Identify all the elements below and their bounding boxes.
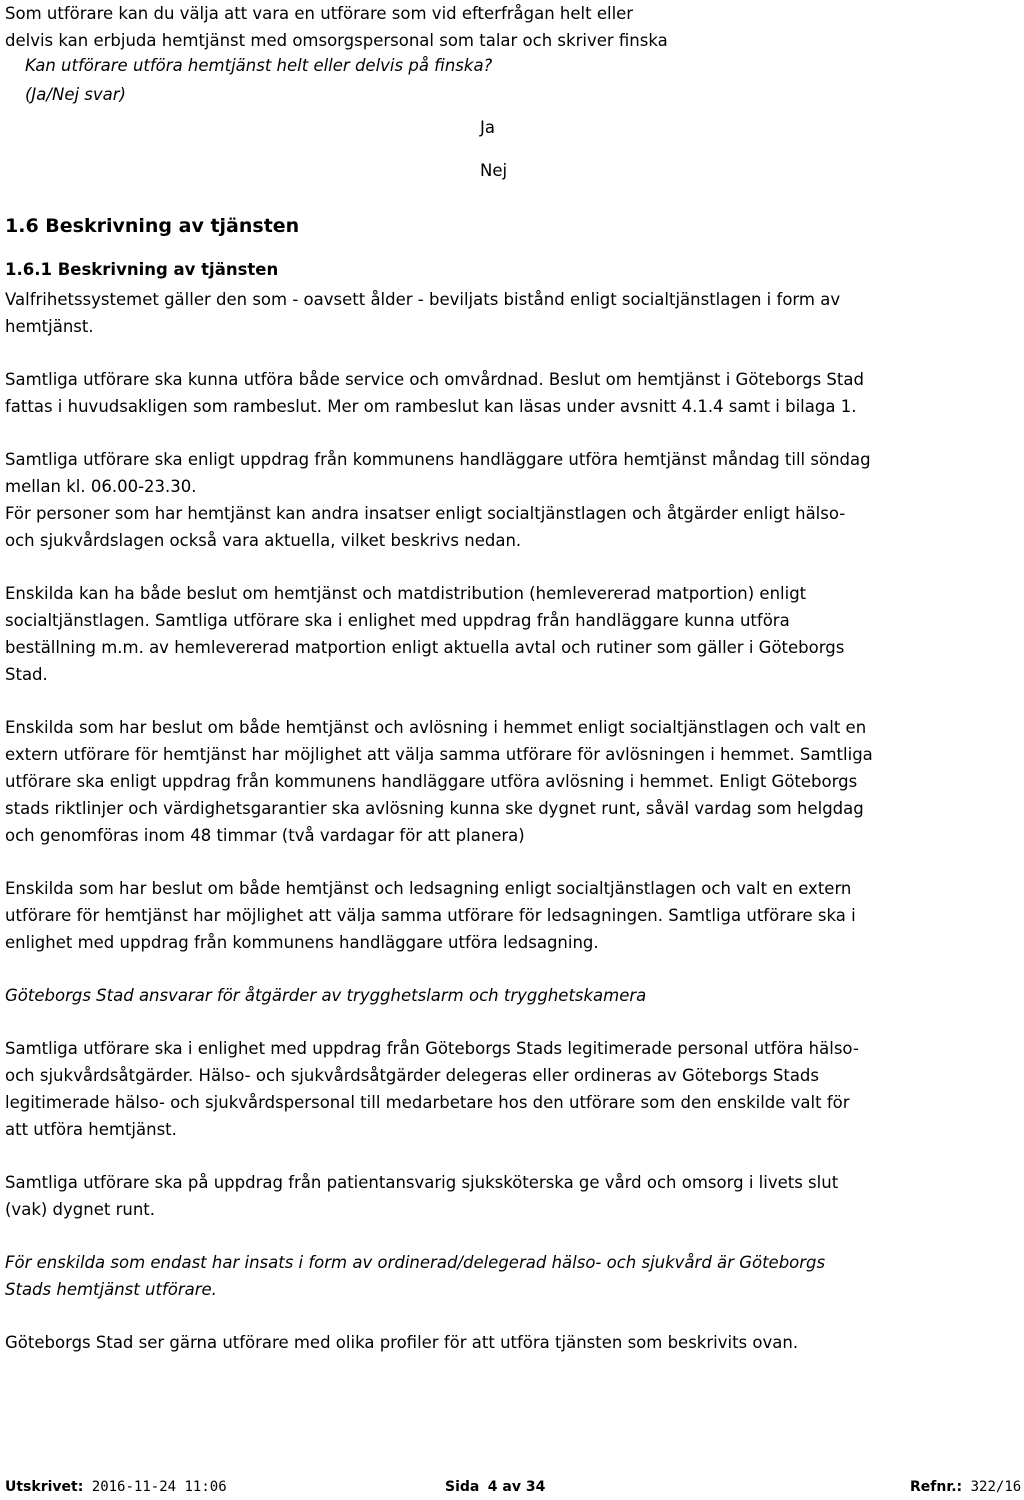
body-text (5, 286, 875, 1356)
section-heading: 1.6 Beskrivning av tjänsten (5, 215, 300, 237)
page-number (445, 1478, 545, 1496)
question-line-2: (Ja/Nej svar) (25, 85, 126, 104)
paragraph: Samtliga utförare ska enligt uppdrag från kommunens handläggare utföra hemtjänst måndag till söndag mellan kl. 06.00-23.30. (5, 450, 871, 496)
printed-label: Utskrivet: (5, 1479, 84, 1495)
paragraph: Samtliga utförare ska kunna utföra både service och omvårdnad. Beslut om hemtjänst i Göteborgs Stad fattas i huvudsakligen som rambeslut. Mer om rambeslut kan läsas under avsnitt 4.1.4 samt i bilaga 1. (5, 370, 864, 416)
printed-date (5, 1478, 227, 1496)
ref-value: 322/16 (970, 1479, 1022, 1495)
page-value: 4 av 34 (487, 1479, 546, 1495)
reference-number (910, 1478, 1021, 1496)
paragraph: Valfrihetssystemet gäller den som - oavsett ålder - beviljats bistånd enligt socialtjänstlagen i form av hemtjänst. (5, 290, 841, 336)
paragraph: För personer som har hemtjänst kan andra insatser enligt socialtjänstlagen och åtgärder enligt hälso- och sjukvårdslagen också vara aktuella, vilket beskrivs nedan. (5, 504, 846, 550)
option-no[interactable]: Nej (480, 161, 508, 180)
paragraph: Enskilda som har beslut om både hemtjänst och ledsagning enligt socialtjänstlagen och valt en extern utförare för hemtjänst har möjlighet att välja samma utförare för ledsagningen. Samtliga utförare ska i enlighet med uppdrag från kommunens handläggare utföra ledsagning. (5, 879, 856, 952)
ref-label: Refnr.: (910, 1479, 963, 1495)
paragraph: Göteborgs Stad ser gärna utförare med olika profiler för att utföra tjänsten som beskrivits ovan. (5, 1333, 799, 1352)
paragraph: Enskilda kan ha både beslut om hemtjänst och matdistribution (hemlevererad matportion) enligt socialtjänstlagen. Samtliga utförare ska i enlighet med uppdrag från handläggare kunna utföra beställning m.m. av hemlevererad matportion enligt aktuella avtal och rutiner som gäller i Göteborgs Stad. (5, 584, 845, 684)
printed-value: 2016-11-24 11:06 (91, 1479, 227, 1495)
option-yes[interactable]: Ja (480, 118, 495, 137)
paragraph: Samtliga utförare ska i enlighet med uppdrag från Göteborgs Stads legitimerade personal utföra hälso- och sjukvårdsåtgärder. Hälso- och sjukvårdsåtgärder delegeras eller ordineras av Göteborgs Stads legitimerade hälso- och sjukvårdspersonal till medarbetare hos den utförare som den enskilde valt för att utföra hemtjänst. (5, 1039, 859, 1139)
section-subheading: 1.6.1 Beskrivning av tjänsten (5, 260, 279, 279)
page-label: Sida (445, 1479, 480, 1495)
intro-line-1: Som utförare kan du välja att vara en utförare som vid efterfrågan helt eller (5, 4, 634, 23)
paragraph: Göteborgs Stad ansvarar för åtgärder av trygghetslarm och trygghetskamera (5, 986, 647, 1005)
finnish-question (25, 51, 492, 109)
paragraph: Samtliga utförare ska på uppdrag från patientansvarig sjuksköterska ge vård och omsorg i livets slut (vak) dygnet runt. (5, 1173, 839, 1219)
intro-text (5, 0, 765, 54)
question-line-1: Kan utförare utföra hemtjänst helt eller delvis på finska? (25, 56, 493, 75)
paragraph: Enskilda som har beslut om både hemtjänst och avlösning i hemmet enligt socialtjänstlagen och valt en extern utförare för hemtjänst har möjlighet att välja samma utförare för avlösningen i hemmet. Samtliga utförare ska enligt uppdrag från kommunens handläggare utföra avlösning i hemmet. Enligt Göteborgs stads riktlinjer och värdighetsgarantier ska avlösning kunna ske dygnet runt, såväl vardag som helgdag och genomföras inom 48 timmar (två vardagar för att planera) (5, 718, 873, 845)
intro-line-2: delvis kan erbjuda hemtjänst med omsorgspersonal som talar och skriver finska (5, 31, 668, 50)
paragraph: För enskilda som endast har insats i form av ordinerad/delegerad hälso- och sjukvård är Göteborgs Stads hemtjänst utförare. (5, 1253, 826, 1299)
